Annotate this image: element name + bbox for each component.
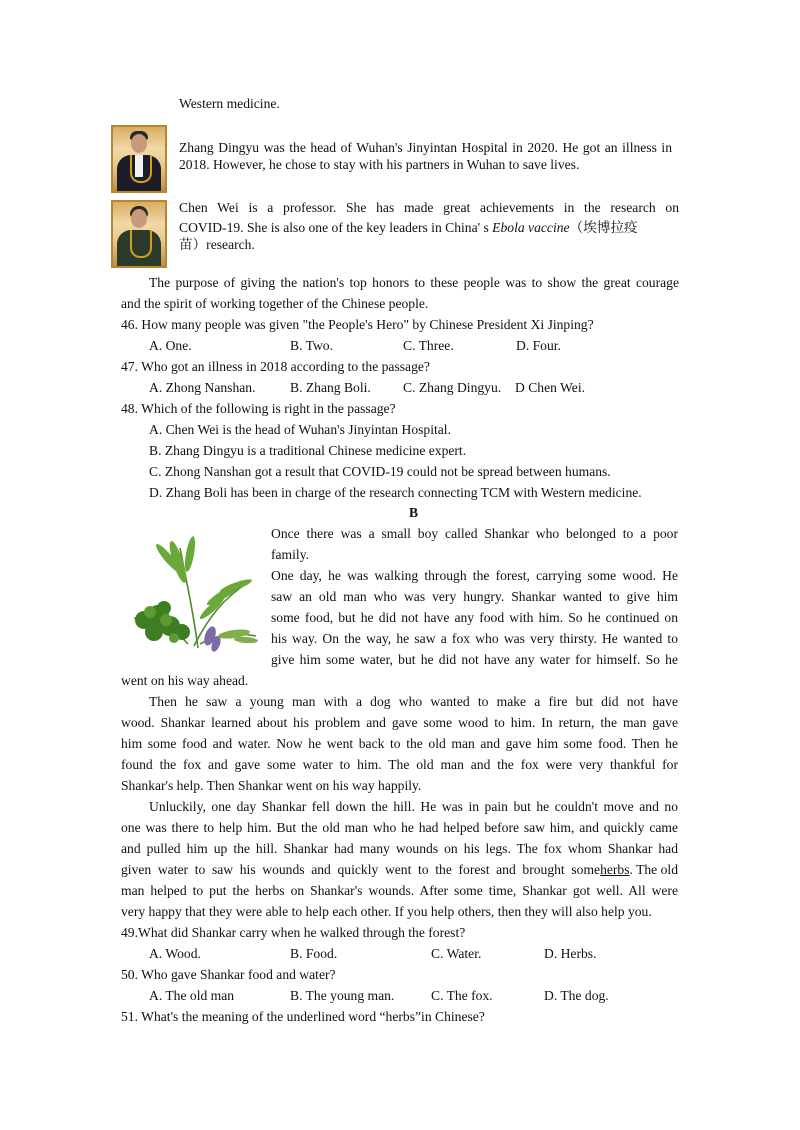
story-line: went on his way ahead. [121, 673, 249, 688]
paragraph-line: and the spirit of working together of the Chinese people. [121, 296, 429, 311]
q48-option-a: A. Chen Wei is the head of Wuhan's Jinyintan Hospital. [149, 422, 451, 437]
chen-wei-text-3: 苗）research. [179, 237, 255, 252]
q48-option-c: C. Zhong Nanshan got a result that COVID-19 could not be spread between humans. [149, 464, 611, 479]
q47-option-b: B. Zhang Boli. [290, 380, 371, 395]
question-49: 49.What did Shankar carry when he walked through the forest? [121, 925, 466, 940]
passage-text-line: Western medicine. [179, 96, 280, 111]
story-line: him some food and water. Now he went back to the old man and gave him some food. Then he [121, 736, 678, 751]
q50-option-d: D. The dog. [544, 988, 609, 1003]
story-line: given water to saw his wounds and quickly went to the forest and brought some herbs . The old [121, 862, 678, 877]
chen-wei-photo [111, 200, 167, 268]
q47-option-a: A. Zhong Nanshan. [149, 380, 256, 395]
zhang-dingyu-photo [111, 125, 167, 193]
section-heading-b: B [409, 505, 419, 520]
herbs-underlined-word: herbs [600, 862, 630, 877]
story-line: Once there was a small boy called Shankar who belonged to a poor [271, 526, 678, 541]
q46-option-d: D. Four. [516, 338, 561, 353]
story-line: some food, but he did not have any food with him. So he continued on [271, 610, 678, 625]
herb-plant-image [128, 528, 260, 656]
question-46: 46. How many people was given "the People's Hero" by Chinese President Xi Jinping? [121, 317, 594, 332]
question-47: 47. Who got an illness in 2018 according to the passage? [121, 359, 430, 374]
q46-option-b: B. Two. [290, 338, 333, 353]
chen-wei-text-2: COVID-19. She is also one of the key leaders in China' s Ebola vaccine（埃博拉疫 [179, 220, 638, 235]
story-line: his way. On the way, he saw a fox who was very thirsty. He wanted to [271, 631, 678, 646]
q46-option-c: C. Three. [403, 338, 454, 353]
q47-option-c: C. Zhang Dingyu. [403, 380, 502, 395]
paragraph-line: The purpose of giving the nation's top honors to these people was to show the great courage [149, 275, 679, 290]
q50-option-c: C. The fox. [431, 988, 493, 1003]
story-line: and pulled him up the hill. Shankar had many wounds on his legs. The fox whom Shankar had [121, 841, 678, 856]
question-51: 51. What's the meaning of the underlined word “herbs”in Chinese? [121, 1009, 485, 1024]
chen-wei-text-1: Chen Wei is a professor. She has made great achievements in the research on [179, 200, 679, 215]
q49-option-d: D. Herbs. [544, 946, 597, 961]
story-line: very happy that they were able to help each other. If you help others, then they will also help you. [121, 904, 652, 919]
story-line: man helped to put the herbs on Shankar's wounds. After some time, Shankar got well. All were [121, 883, 678, 898]
story-line: saw an old man who was very hungry. Shankar wanted to give him [271, 589, 678, 604]
q49-option-a: A. Wood. [149, 946, 201, 961]
question-48: 48. Which of the following is right in the passage? [121, 401, 396, 416]
q50-option-b: B. The young man. [290, 988, 395, 1003]
zhang-dingyu-text-1: Zhang Dingyu was the head of Wuhan's Jinyintan Hospital in 2020. He got an illness in [179, 140, 672, 155]
ebola-vaccine-term: Ebola vaccine [492, 220, 570, 235]
story-line: wood. Shankar learned about his problem and gave some wood to him. In return, the man gave [121, 715, 678, 730]
q49-option-c: C. Water. [431, 946, 482, 961]
story-line: Shankar's help. Then Shankar went on his way happily. [121, 778, 422, 793]
story-line: One day, he was walking through the forest, carrying some wood. He [271, 568, 678, 583]
story-line: one was there to help him. But the old man who he had helped before saw him, and quickly came [121, 820, 678, 835]
question-50: 50. Who gave Shankar food and water? [121, 967, 336, 982]
q48-option-d: D. Zhang Boli has been in charge of the research connecting TCM with Western medicine. [149, 485, 642, 500]
story-line: give him some water, but he did not have any water for himself. So he [271, 652, 678, 667]
q50-option-a: A. The old man [149, 988, 235, 1003]
q49-option-b: B. Food. [290, 946, 338, 961]
story-line: Unluckily, one day Shankar fell down the hill. He was in pain but he couldn't move and no [149, 799, 678, 814]
story-line: Then he saw a young man with a dog who wanted to make a fire but did not have [149, 694, 678, 709]
zhang-dingyu-text-2: 2018. However, he chose to stay with his partners in Wuhan to save lives. [179, 157, 580, 172]
q48-option-b: B. Zhang Dingyu is a traditional Chinese medicine expert. [149, 443, 467, 458]
story-line: family. [271, 547, 309, 562]
q47-option-d: D Chen Wei. [515, 380, 586, 395]
story-line: found the fox and gave some water to him. The old man and the fox were very thankful for [121, 757, 678, 772]
q46-option-a: A. One. [149, 338, 192, 353]
